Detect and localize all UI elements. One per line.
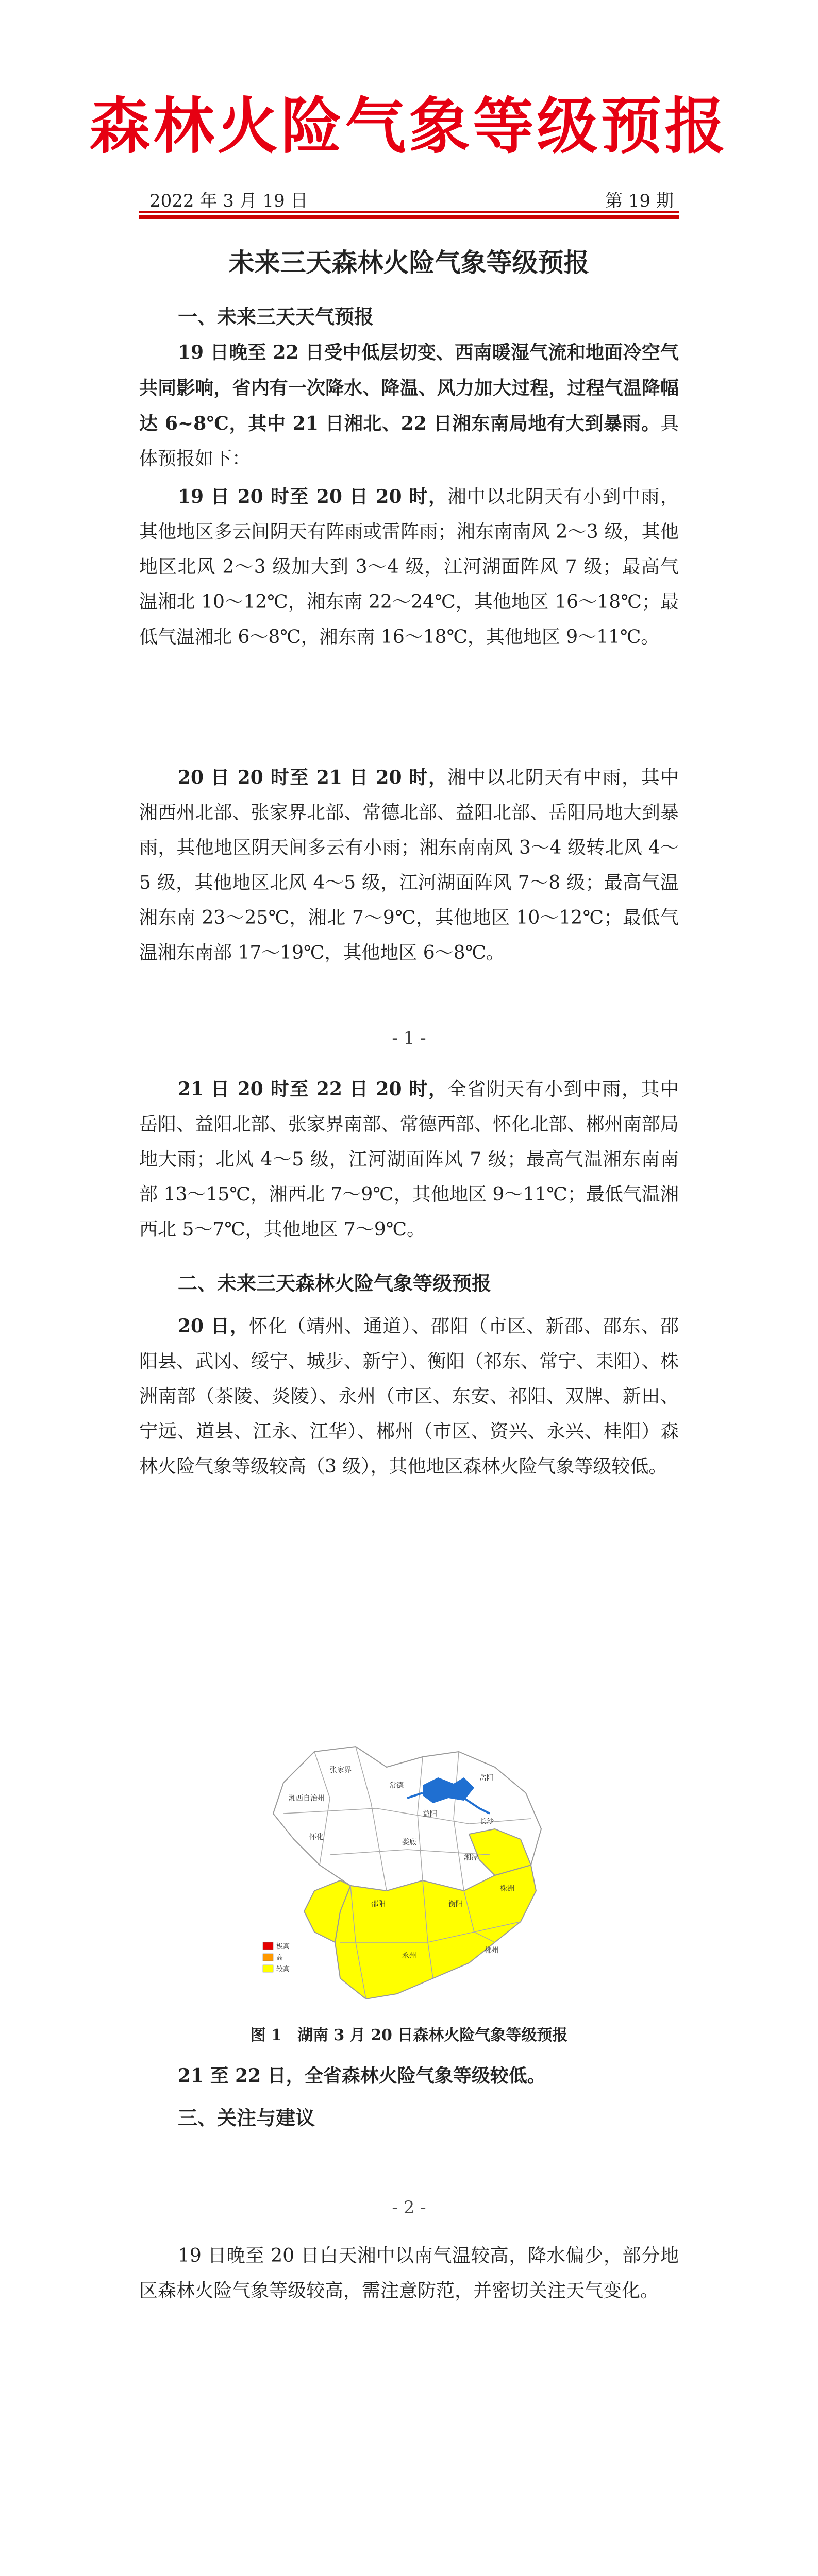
fire-risk-day1 <box>139 1309 679 1484</box>
legend-high: 高 <box>276 1954 283 1962</box>
map-label-yueyang: 岳阳 <box>479 1774 494 1782</box>
hunan-fire-risk-map <box>253 1736 565 2009</box>
map-label-xiangxi: 湘西自治州 <box>289 1794 325 1803</box>
legend-higher: 较高 <box>276 1965 290 1973</box>
fire-risk-day1-text: 怀化（靖州、通道）、邵阳（市区、新邵、邵东、邵阳县、武冈、绥宁、城步、新宁）、衡阳（祁东、常宁、耒阳）、株洲南部（茶陵、炎陵）、永州（市区、东安、祁阳、双牌、新田、宁远、道县、江永、江华）、郴州（市区、资兴、永兴、桂阳）森林火险气象等级较高（3 级），其他地区森林火险气象等级较低。 <box>139 1316 679 1477</box>
intro-bold: 19 日晚至 22 日受中低层切变、西南暖湿气流和地面冷空气共同影响，省内有一次降水、降温、风力加大过程，过程气温降幅达 6~8℃，其中 21 日湘北、22 日湘东南局地有大到暴雨。 <box>139 342 679 434</box>
section3-heading: 三、关注与建议 <box>178 2107 315 2129</box>
masthead-title: 森林火险气象等级预报 <box>89 91 729 162</box>
map-label-chenzhou: 郴州 <box>485 1946 499 1955</box>
map-label-hengyang: 衡阳 <box>448 1900 463 1908</box>
section1-intro <box>139 335 679 477</box>
forecast-day1 <box>139 479 679 655</box>
legend-very-high: 极高 <box>276 1943 290 1951</box>
advice-paragraph: 19 日晚至 20 日白天湘中以南气温较高，降水偏少，部分地区森林火险气象等级较高，需注意防范，并密切关注天气变化。 <box>139 2245 679 2301</box>
figure-caption: 图 1 湖南 3 月 20 日森林火险气象等级预报 <box>250 2026 568 2044</box>
section1-heading: 一、未来三天天气预报 <box>178 306 374 328</box>
forecast-day3-text: 全省阴天有小到中雨，其中岳阳、益阳北部、张家界南部、常德西部、怀化北部、郴州南部局地大雨；北风 4～5 级，江河湖面阵风 7 级；最高气温湘东南南部 13～15℃，湘西北 7～9℃，其他地区 9～11℃；最低气温湘西北 5～7℃，其他地区 7～9℃。 <box>139 1079 679 1240</box>
forecast-day2 <box>139 760 679 971</box>
forecast-day2-text: 湘中以北阴天有中雨，其中湘西州北部、张家界北部、常德北部、益阳北部、岳阳局地大到暴雨，其他地区阴天间多云有小雨；湘东南南风 3～4 级转北风 4～5 级，其他地区北风 4～5 级，江河湖面阵风 7～8 级；最高气温湘东南 23～25℃，湘北 7～9℃，其他地区 10～12℃；最低气温湘东南部 17～19℃，其他地区 6～8℃。 <box>139 767 679 963</box>
forecast-day2-lead: 20 日 20 时至 21 日 20 时， <box>178 767 448 788</box>
map-label-xiangtan: 湘潭 <box>464 1854 478 1862</box>
red-divider-thick <box>139 215 679 219</box>
forecast-day3-lead: 21 日 20 时至 22 日 20 时， <box>178 1078 448 1100</box>
map-label-changsha: 长沙 <box>479 1818 494 1826</box>
map-label-yongzhou: 永州 <box>402 1952 416 1960</box>
forecast-day1-lead: 19 日 20 时至 20 日 20 时， <box>178 486 448 507</box>
map-label-zhuzhou: 株洲 <box>500 1885 514 1893</box>
map-label-shaoyang: 邵阳 <box>371 1900 386 1908</box>
forecast-day3 <box>139 1072 679 1247</box>
forecast-day1-text: 湘中以北阴天有小到中雨，其他地区多云间阴天有阵雨或雷阵雨；湘东南南风 2～3 级，其他地区北风 2～3 级加大到 3～4 级，江河湖面阵风 7 级；最高气温湘北 10～12℃，湘东南 22～24℃，其他地区 16～18℃；最低气温湘北 6～8℃，湘东南 16～18℃，其他地区 9～11℃。 <box>139 486 679 648</box>
page-number-1: - 1 - <box>392 1028 426 1048</box>
issue-date: 2022 年 3 月 19 日 <box>149 191 308 211</box>
map-label-changde: 常德 <box>389 1782 404 1790</box>
issue-number: 第 19 期 <box>605 191 674 211</box>
fire-risk-day1-lead: 20 日， <box>178 1315 249 1337</box>
page-number-2: - 2 - <box>392 2197 426 2218</box>
intro-tail: 具体预报如下： <box>139 413 679 469</box>
map-legend <box>263 1942 290 1973</box>
document-title: 未来三天森林火险气象等级预报 <box>228 248 590 278</box>
map-label-loudi: 娄底 <box>402 1838 416 1846</box>
map-label-yiyang: 益阳 <box>423 1810 437 1818</box>
section2-heading: 二、未来三天森林火险气象等级预报 <box>178 1272 492 1295</box>
map-svg <box>253 1736 565 2009</box>
fire-risk-day2-3: 21 至 22 日，全省森林火险气象等级较低。 <box>178 2065 546 2087</box>
map-label-zhangjiajie: 张家界 <box>330 1766 352 1774</box>
map-label-huaihua: 怀化 <box>309 1833 324 1841</box>
red-divider-thin <box>139 211 679 213</box>
